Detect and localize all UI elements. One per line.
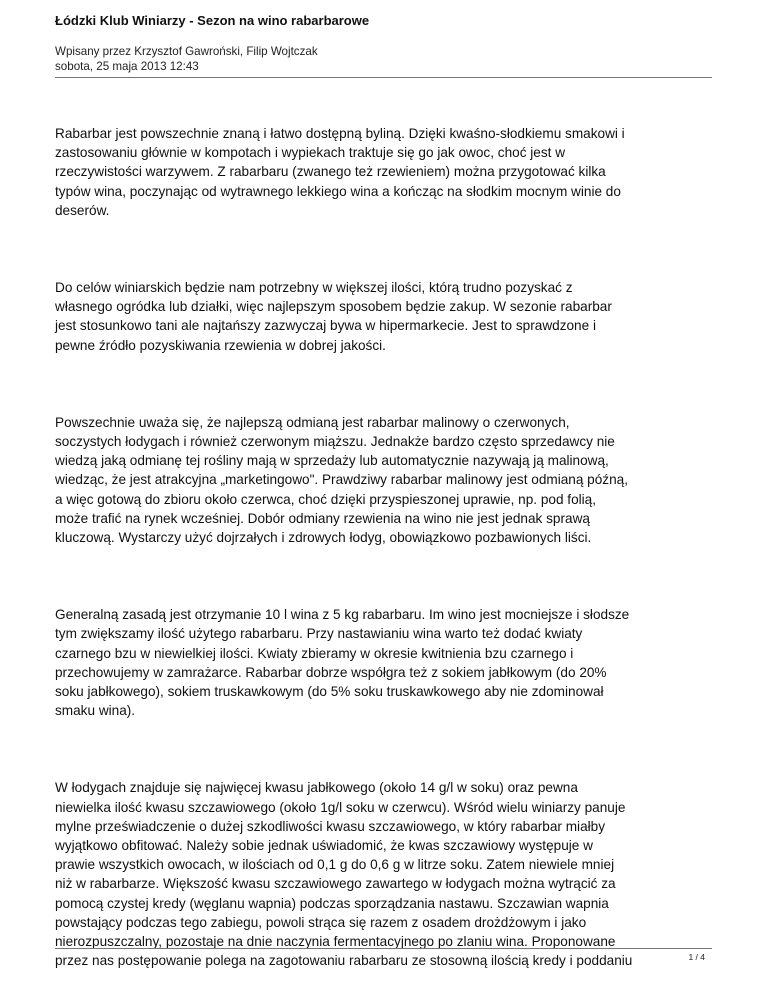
paragraph-2: Do celów winiarskich będzie nam potrzebny w większej ilości, którą trudno pozyskać z własnego ogródka lub działki, więc najlepszym sposobem będzie zakup. W sezonie rabarbar jest stosunkowo tani ale najtańszy zazwyczaj bywa w hipermarkecie. Jest to sprawdzone i pewne źródło pozyskiwania rzewienia w dobrej jakości.	[55, 280, 612, 353]
paragraph-5: W łodygach znajduje się najwięcej kwasu jabłkowego (około 14 g/l w soku) oraz pewna niewielka ilość kwasu szczawiowego (około 1g/l soku w czerwcu). Wśród wielu winiarzy panuje mylne przeświadczenie o dużej szkodliwości kwasu szczawiowego, w który rabarbar miałby wyjątkowo obfitować. Należy sobie jednak uświadomić, że kwas szczawiowy występuje w prawie wszystkich owocach, w ilościach od 0,1 g do 0,6 g w litrze soku. Zatem niewiele mniej niż w rabarbarze. Większość kwasu szczawiowego zawartego w łodygach można wytrącić za pomocą czystej kredy (węglanu wapnia) podczas sporządzania nastawu. Szczawian wapnia powstający podczas tego zabiegu, powoli strąca się razem z osadem drożdżowym i jako nierozpuszczalny, pozostaje na dnie naczynia fermentacyjnego po zlaniu wina. Proponowane przez nas postępowanie polega na zagotowaniu rabarbaru ze stosowną ilością kredy i poddaniu	[55, 780, 633, 969]
paragraph-3: Powszechnie uważa się, że najlepszą odmianą jest rabarbar malinowy o czerwonych, soczystych łodygach i również czerwonym miąższu. Jednakże bardzo często sprzedawcy nie wiedzą jaką odmianę tej rośliny mają w sprzedaży lub automatycznie nazywają ją malinową, wiedząc, że jest atrakcyjna „marketingowo". Prawdziwy rabarbar malinowy jest odmianą późną, a więc gotową do zbioru około czerwca, choć dzięki przyspieszonej uprawie, np. pod folią, może trafić na rynek wcześniej. Dobór odmiany rzewienia na wino nie jest jednak sprawą kluczową. Wystarczy użyć dojrzałych i zdrowych łodyg, obowiązkowo pozbawionych liści.	[55, 414, 628, 546]
page-number: 1 / 4	[688, 952, 705, 962]
paragraph-1: Rabarbar jest powszechnie znaną i łatwo dostępną byliną. Dzięki kwaśno-słodkiemu smakowi i zastosowaniu głównie w kompotach i wypiekach traktuje się go jak owoc, choć jest w rzeczywistości warzywem. Z rabarbaru (zwanego też rzewieniem) można przygotować kilka typów wina, poczynając od wytrawnego lekkiego wina a kończąc na słodkim mocnym winie do deserów.	[55, 126, 625, 218]
date-line: sobota, 25 maja 2013 12:43	[55, 60, 199, 73]
article-meta	[55, 44, 318, 74]
header-divider	[55, 77, 712, 78]
footer-divider	[55, 948, 712, 949]
article-body	[55, 124, 727, 971]
author-line: Wpisany przez Krzysztof Gawroński, Filip Wojtczak	[55, 45, 318, 58]
document-title: Łódzki Klub Winiarzy - Sezon na wino rabarbarowe	[55, 13, 370, 28]
paragraph-4: Generalną zasadą jest otrzymanie 10 l wina z 5 kg rabarbaru. Im wino jest mocniejsze i słodsze tym zwiększamy ilość użytego rabarbaru. Przy nastawianiu wina warto też dodać kwiaty czarnego bzu w niewielkiej ilości. Kwiaty zbieramy w okresie kwitnienia bzu czarnego i przechowujemy w zamrażarce. Rabarbar dobrze współgra też z sokiem jabłkowym (do 20% soku jabłkowego), sokiem truskawkowym (do 5% soku truskawkowego aby nie zdominował smaku wina).	[55, 607, 630, 719]
